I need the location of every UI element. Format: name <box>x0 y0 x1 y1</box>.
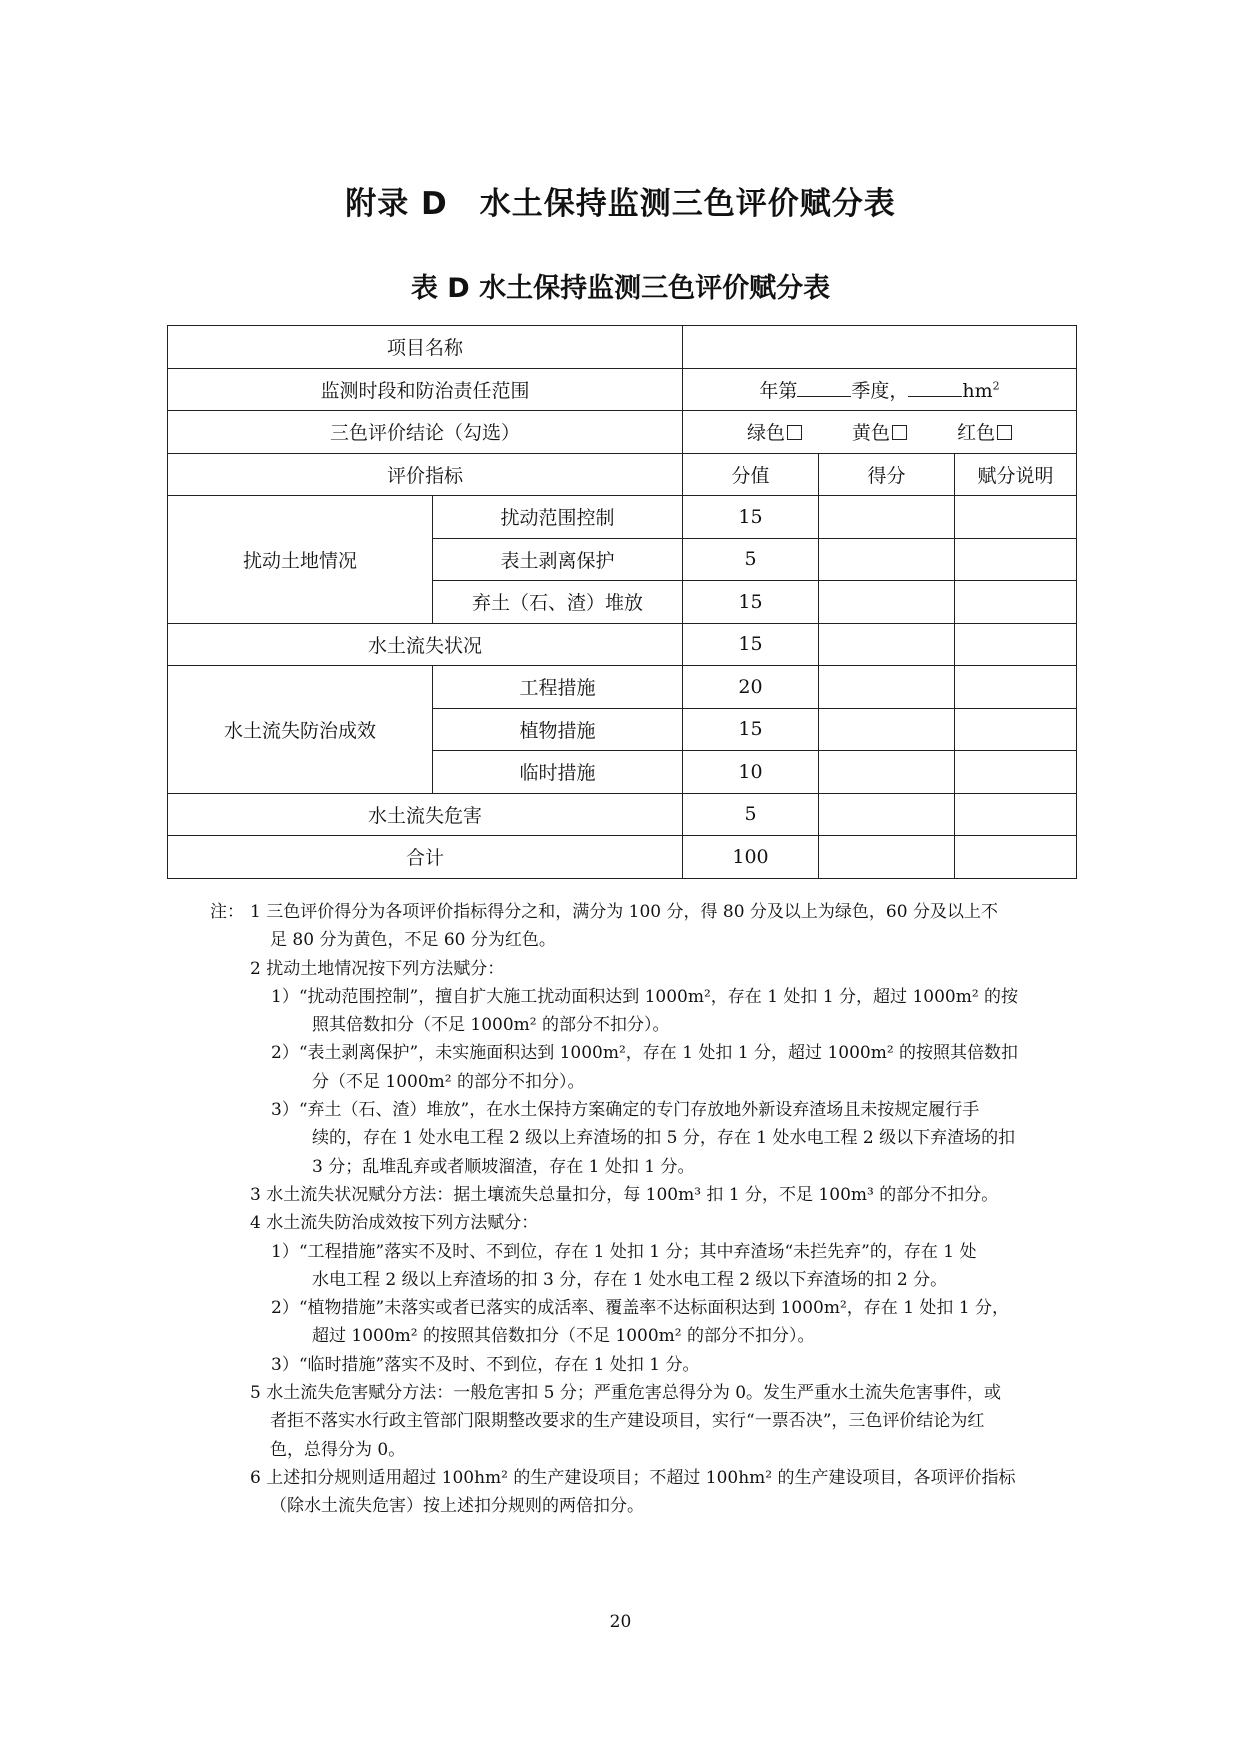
score-cell[interactable] <box>819 708 955 751</box>
table-row <box>168 368 1077 411</box>
score-cell[interactable] <box>819 496 955 539</box>
score-table <box>167 325 1077 879</box>
explanation-cell[interactable] <box>955 623 1077 666</box>
checkbox-green[interactable] <box>787 425 802 440</box>
item-label: 扰动范围控制 <box>433 496 683 539</box>
header-indicator: 评价指标 <box>168 453 683 496</box>
item-value: 15 <box>683 496 819 539</box>
item-value: 15 <box>683 708 819 751</box>
item-value: 5 <box>683 538 819 581</box>
note-1: 1 三色评价得分为各项评价指标得分之和，满分为 100 分，得 80 分及以上为绿色，60 分及以上不 足 80 分为黄色，不足 60 分为红色。 <box>250 902 998 951</box>
notes <box>210 898 1076 1521</box>
area-unit: hm <box>962 379 993 402</box>
item-label: 水土流失状况 <box>168 623 683 666</box>
period-value[interactable] <box>683 368 1077 411</box>
note-4-3: 3）“临时措施”落实不及时、不到位，存在 1 处扣 1 分。 <box>271 1354 700 1375</box>
score-cell[interactable] <box>819 793 955 836</box>
quarter-blank[interactable] <box>797 378 851 397</box>
total-value: 100 <box>683 836 819 879</box>
item-label: 表土剥离保护 <box>433 538 683 581</box>
period-label: 监测时段和防治责任范围 <box>168 368 683 411</box>
note-2-2: 2）“表土剥离保护”，未实施面积达到 1000m²，存在 1 处扣 1 分，超过 1000m² 的按照其倍数扣 分（不足 1000m² 的部分不扣分）。 <box>271 1043 1019 1092</box>
header-score: 得分 <box>819 453 955 496</box>
item-label: 水土流失危害 <box>168 793 683 836</box>
option-red[interactable]: 红色 <box>957 422 1012 444</box>
note-4-1: 1）“工程措施”落实不及时、不到位，存在 1 处扣 1 分；其中弃渣场“未拦先弃”的，存在 1 处 水电工程 2 级以上弃渣场的扣 3 分，存在 1 处水电工程 2 级以下弃渣场的扣 2 分。 <box>271 1241 977 1290</box>
option-yellow[interactable]: 黄色 <box>852 422 907 444</box>
checkbox-yellow[interactable] <box>892 425 907 440</box>
explanation-cell[interactable] <box>955 708 1077 751</box>
score-cell[interactable] <box>819 538 955 581</box>
table-header-row <box>168 453 1077 496</box>
header-explanation: 赋分说明 <box>955 453 1077 496</box>
page-heading: 附录 D 水土保持监测三色评价赋分表 <box>345 186 896 222</box>
table-row <box>168 411 1077 454</box>
quarter-suffix: 季度， <box>851 379 909 402</box>
note-5: 5 水土流失危害赋分方法：一般危害扣 5 分；严重危害总得分为 0。发生严重水土流失危害事件，或 者拒不落实水行政主管部门限期整改要求的生产建设项目，实行“一票否决”，三色评价结论为红 色，总得分为 0。 <box>250 1383 1002 1460</box>
conclusion-options <box>683 411 1077 454</box>
group-prevention-effect: 水土流失防治成效 <box>168 666 433 794</box>
score-cell[interactable] <box>819 751 955 794</box>
note-2-3: 3）“弃土（石、渣）堆放”，在水土保持方案确定的专门存放地外新设弃渣场且未按规定履行手 续的，存在 1 处水电工程 2 级以上弃渣场的扣 5 分，存在 1 处水电工程 2 级以下弃渣场的扣 3 分；乱堆乱弃或者顺坡溜渣，存在 1 处扣 1 分。 <box>271 1100 1016 1177</box>
header-score-value: 分值 <box>683 453 819 496</box>
explanation-cell[interactable] <box>955 836 1077 879</box>
note-6: 6 上述扣分规则适用超过 100hm² 的生产建设项目；不超过 100hm² 的生产建设项目，各项评价指标 （除水土流失危害）按上述扣分规则的两倍扣分。 <box>250 1467 1016 1517</box>
area-blank[interactable] <box>908 378 962 397</box>
note-2: 2 扰动土地情况按下列方法赋分： <box>250 958 505 979</box>
note-4-2: 2）“植物措施”未落实或者已落实的成活率、覆盖率不达标面积达到 1000m²，存在 1 处扣 1 分， 超过 1000m² 的按照其倍数扣分（不足 1000m² 的部分不扣分）。 <box>271 1298 1010 1347</box>
checkbox-red[interactable] <box>997 425 1012 440</box>
item-label: 植物措施 <box>433 708 683 751</box>
item-value: 15 <box>683 623 819 666</box>
page-number: 20 <box>609 1612 632 1632</box>
table-row <box>168 326 1077 369</box>
explanation-cell[interactable] <box>955 538 1077 581</box>
score-cell[interactable] <box>819 666 955 709</box>
table-row <box>168 793 1077 836</box>
table-caption: 表 D 水土保持监测三色评价赋分表 <box>410 273 831 304</box>
score-cell[interactable] <box>819 581 955 624</box>
item-label: 弃土（石、渣）堆放 <box>433 581 683 624</box>
group-disturbed-land: 扰动土地情况 <box>168 496 433 624</box>
year-prefix: 年第 <box>759 379 798 402</box>
item-value: 5 <box>683 793 819 836</box>
item-label: 工程措施 <box>433 666 683 709</box>
explanation-cell[interactable] <box>955 751 1077 794</box>
table-row <box>168 666 1077 709</box>
table-total-row <box>168 836 1077 879</box>
conclusion-label: 三色评价结论（勾选） <box>168 411 683 454</box>
table-row <box>168 623 1077 666</box>
explanation-cell[interactable] <box>955 666 1077 709</box>
item-value: 10 <box>683 751 819 794</box>
note-2-1: 1）“扰动范围控制”，擅自扩大施工扰动面积达到 1000m²，存在 1 处扣 1 分，超过 1000m² 的按 照其倍数扣分（不足 1000m² 的部分不扣分）。 <box>271 986 1019 1036</box>
table-row <box>168 496 1077 539</box>
item-value: 20 <box>683 666 819 709</box>
note-4: 4 水土流失防治成效按下列方法赋分： <box>250 1213 539 1234</box>
notes-prefix: 注： <box>210 902 244 922</box>
total-label: 合计 <box>168 836 683 879</box>
note-3: 3 水土流失状况赋分方法：据土壤流失总量扣分，每 100m³ 扣 1 分，不足 100m³ 的部分不扣分。 <box>250 1184 999 1205</box>
explanation-cell[interactable] <box>955 793 1077 836</box>
explanation-cell[interactable] <box>955 581 1077 624</box>
score-cell[interactable] <box>819 623 955 666</box>
explanation-cell[interactable] <box>955 496 1077 539</box>
item-value: 15 <box>683 581 819 624</box>
option-green[interactable]: 绿色 <box>747 422 802 444</box>
score-cell[interactable] <box>819 836 955 879</box>
item-label: 临时措施 <box>433 751 683 794</box>
project-name-value[interactable] <box>683 326 1077 369</box>
area-unit-sup: 2 <box>992 379 1000 393</box>
project-name-label: 项目名称 <box>168 326 683 369</box>
